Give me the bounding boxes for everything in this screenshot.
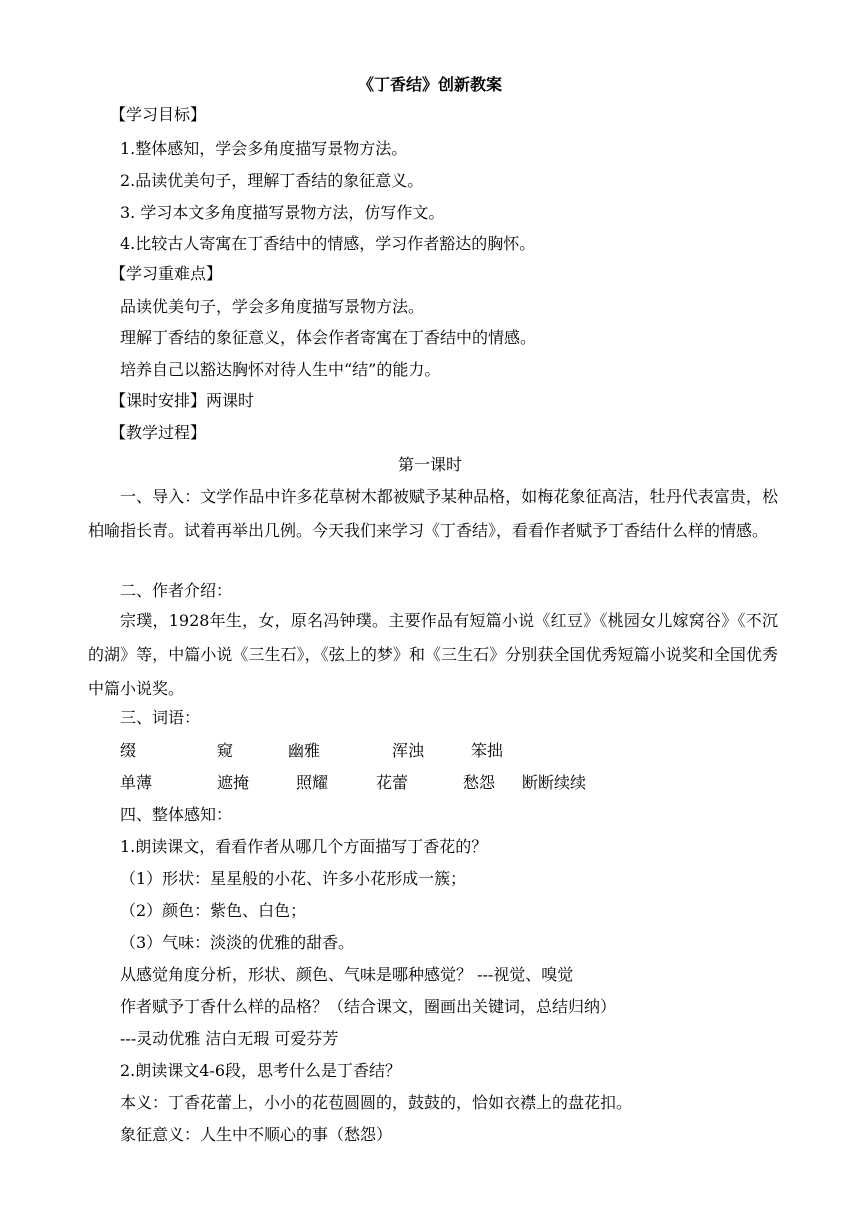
author-heading: 二、作者介绍： bbox=[120, 581, 233, 600]
lesson-one-heading: 第一课时 bbox=[397, 455, 462, 474]
objective-item-1: 1.整体感知，学会多角度描写景物方法。 bbox=[120, 139, 408, 158]
objectives-heading: 【学习目标】 bbox=[110, 105, 207, 124]
overall-question-1: 1.朗读课文，看看作者从哪几个方面描写丁香花的？ bbox=[120, 837, 488, 856]
overall-question-2: 2.朗读课文4-6段，思考什么是丁香结？ bbox=[120, 1061, 402, 1080]
vocab-word: 花蕾 bbox=[376, 773, 409, 792]
vocab-word: 断断续续 bbox=[522, 773, 587, 792]
vocab-word: 愁怨 bbox=[463, 773, 496, 792]
intro-paragraph: 一、导入：文学作品中许多花草树木都被赋予某种品格，如梅花象征高洁，牡丹代表富贵，松柏喻指长青。试着再举出几例。今天我们来学习《丁香结》，看看作者赋予丁香结什么样的情感。 bbox=[88, 487, 778, 540]
overall-quality-question: 作者赋予丁香什么样的品格？（结合课文，圈画出关键词，总结归纳） bbox=[120, 997, 617, 1016]
symbolic-meaning-line: 象征意义：人生中不顺心的事（愁怨） bbox=[120, 1125, 393, 1144]
vocab-heading: 三、词语： bbox=[120, 708, 201, 727]
overall-heading: 四、整体感知： bbox=[120, 805, 233, 824]
document-title: 《丁香结》创新教案 bbox=[357, 75, 502, 94]
overall-answer-color: （2）颜色：紫色、白色； bbox=[120, 901, 307, 920]
vocab-word: 照耀 bbox=[296, 773, 329, 792]
vocab-word: 窥 bbox=[217, 741, 234, 760]
vocab-word: 遮掩 bbox=[217, 773, 250, 792]
objective-item-4: 4.比较古人寄寓在丁香结中的情感，学习作者豁达的胸怀。 bbox=[120, 234, 536, 253]
key-point-item-2: 理解丁香结的象征意义，体会作者寄寓在丁香结中的情感。 bbox=[120, 328, 537, 347]
objective-item-2: 2.品读优美句子，理解丁香结的象征意义。 bbox=[120, 171, 424, 190]
literal-meaning-line: 本义：丁香花蕾上，小小的花苞圆圆的，鼓鼓的，恰如衣襟上的盘花扣。 bbox=[120, 1093, 633, 1112]
vocab-word: 浑浊 bbox=[392, 741, 425, 760]
process-heading: 【教学过程】 bbox=[110, 423, 207, 442]
schedule-line: 【课时安排】两课时 bbox=[110, 391, 255, 410]
objective-item-3: 3. 学习本文多角度描写景物方法，仿写作文。 bbox=[120, 203, 445, 222]
key-point-item-3: 培养自己以豁达胸怀对待人生中“结”的能力。 bbox=[120, 360, 441, 379]
overall-quality-answer: ---灵动优雅 洁白无瑕 可爱芬芳 bbox=[120, 1029, 339, 1048]
key-point-item-1: 品读优美句子，学会多角度描写景物方法。 bbox=[120, 297, 425, 316]
author-paragraph: 宗璞，1928年生，女，原名冯钟璞。主要作品有短篇小说《红豆》《桃园女儿嫁窝谷》《不沉的湖》等，中篇小说《三生石》，《弦上的梦》和《三生石》分别获全国优秀短篇小说奖和全国优秀中篇小说奖。 bbox=[88, 611, 778, 698]
key-points-heading: 【学习重难点】 bbox=[110, 264, 223, 283]
overall-answer-smell: （3）气味：淡淡的优雅的甜香。 bbox=[120, 933, 355, 952]
vocab-word: 缀 bbox=[120, 741, 137, 760]
vocab-word: 笨拙 bbox=[471, 741, 504, 760]
vocab-word: 单薄 bbox=[120, 773, 153, 792]
vocab-word: 幽雅 bbox=[288, 741, 321, 760]
overall-sense-line: 从感觉角度分析，形状、颜色、气味是哪种感觉？ ---视觉、嗅觉 bbox=[120, 965, 574, 984]
overall-answer-shape: （1）形状：星星般的小花、许多小花形成一簇； bbox=[120, 869, 467, 888]
